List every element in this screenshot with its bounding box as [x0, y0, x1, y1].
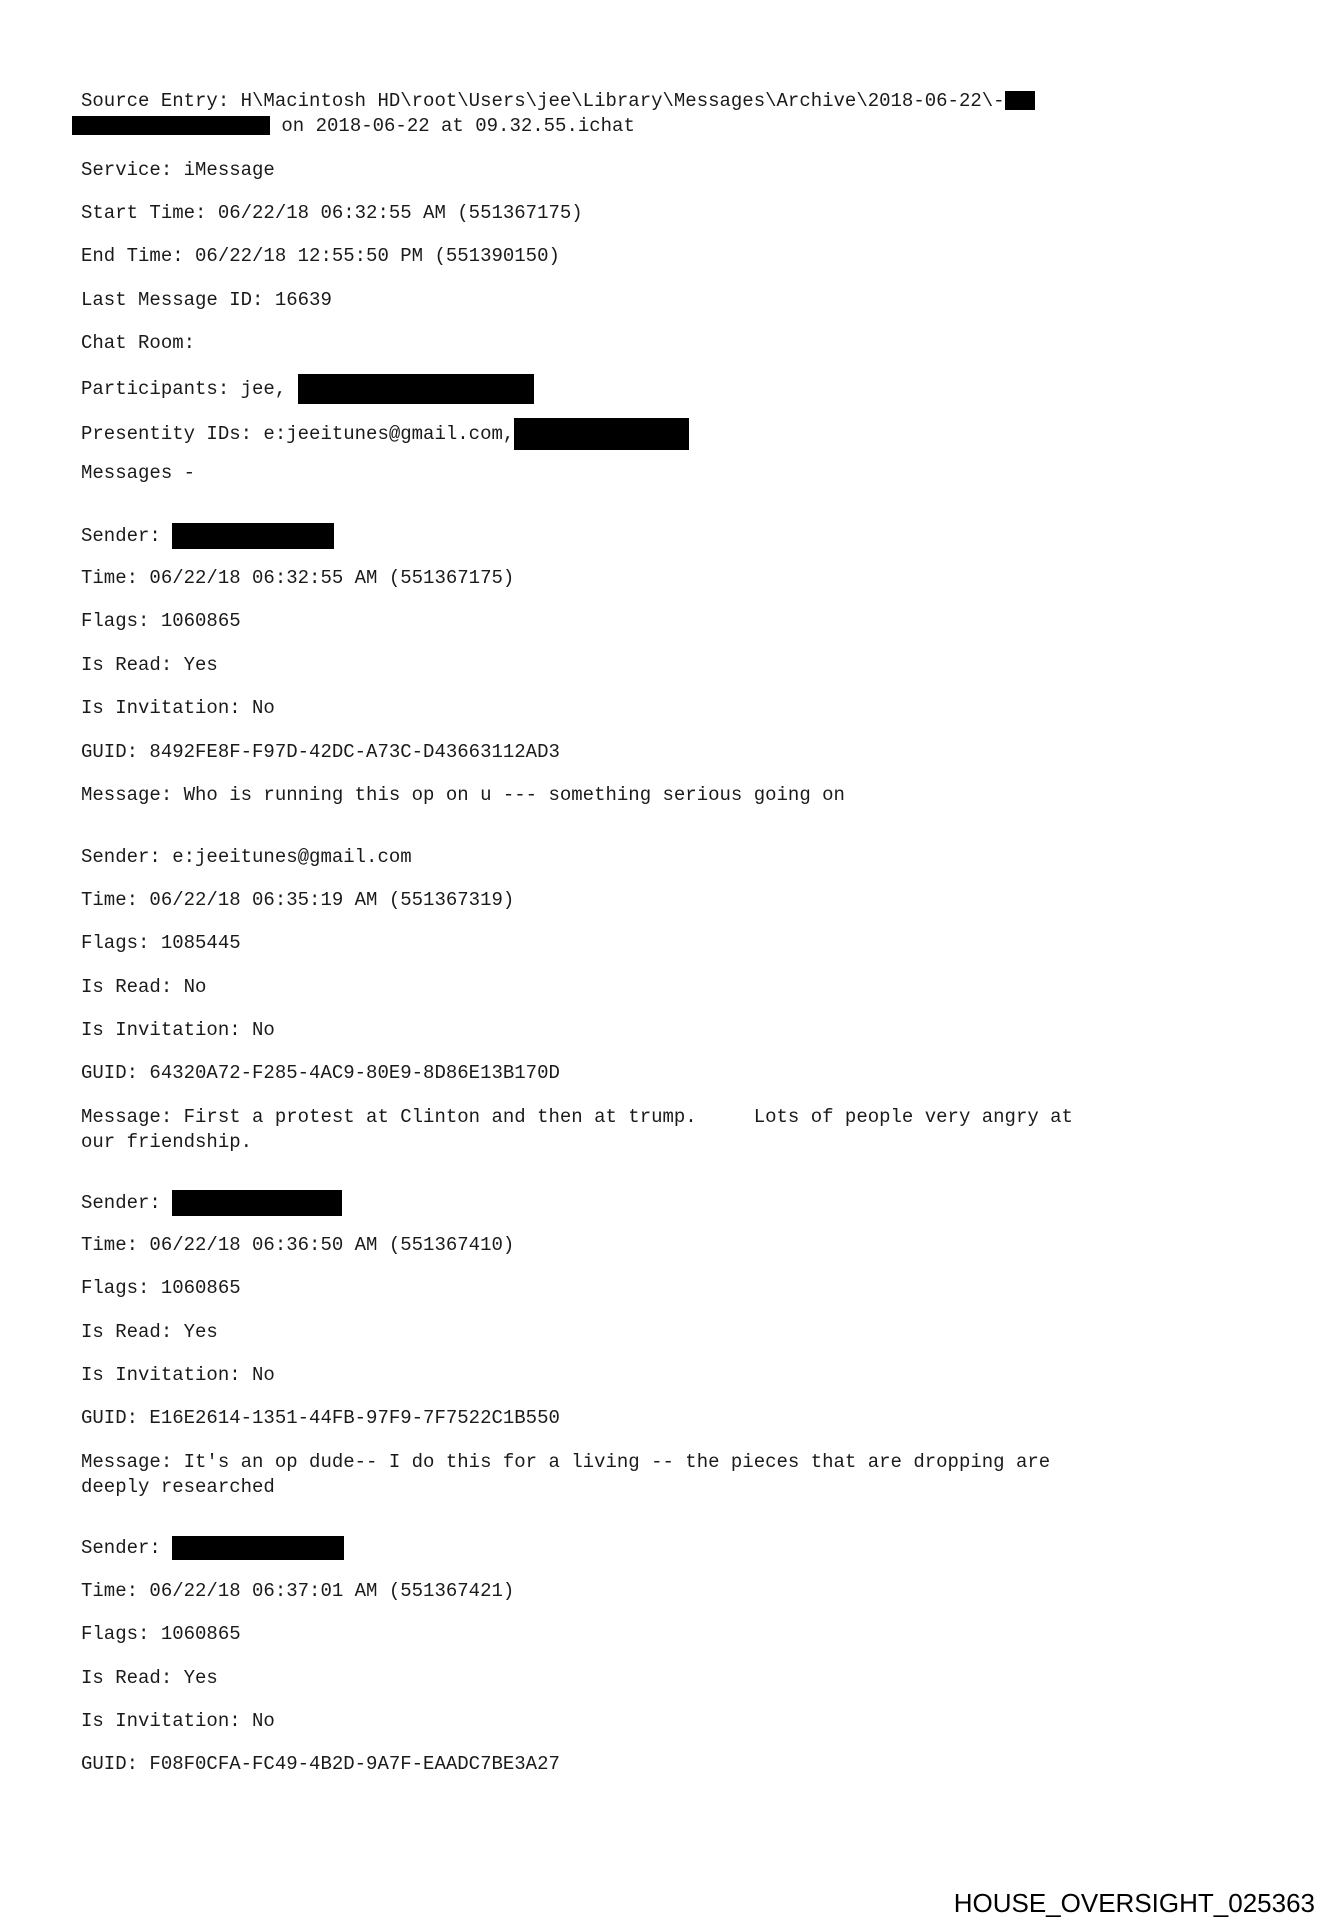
flags-line: Flags: 1060865 [81, 610, 241, 632]
is-read-line: Is Read: Yes [81, 1667, 218, 1689]
source-entry-line1 [81, 89, 1035, 113]
guid-line: GUID: E16E2614-1351-44FB-97F9-7F7522C1B550 [81, 1407, 560, 1429]
flags-line: Flags: 1085445 [81, 932, 241, 954]
is-read-line: Is Read: No [81, 976, 207, 998]
sender-line [81, 523, 334, 549]
is-invitation-line: Is Invitation: No [81, 1710, 275, 1732]
message-line: Message: First a protest at Clinton and then at trump. Lots of people very angry at [81, 1106, 1073, 1128]
redaction-box [172, 523, 334, 549]
time-line: Time: 06/22/18 06:32:55 AM (551367175) [81, 567, 515, 589]
is-read-line: Is Read: Yes [81, 1321, 218, 1343]
start-time-line: Start Time: 06/22/18 06:32:55 AM (551367175) [81, 202, 583, 224]
redaction-box [514, 418, 689, 450]
redaction-box [1005, 91, 1035, 110]
last-message-id-line: Last Message ID: 16639 [81, 289, 332, 311]
participants-line [81, 374, 534, 404]
redaction-box [172, 1536, 344, 1560]
guid-line: GUID: F08F0CFA-FC49-4B2D-9A7F-EAADC7BE3A27 [81, 1753, 560, 1775]
sender-label: Sender: [81, 1537, 161, 1560]
sender-line: Sender: e:jeeitunes@gmail.com [81, 846, 412, 868]
is-read-line: Is Read: Yes [81, 654, 218, 676]
chat-room-line: Chat Room: [81, 332, 196, 354]
flags-line: Flags: 1060865 [81, 1623, 241, 1645]
bates-number: HOUSE_OVERSIGHT_025363 [953, 1888, 1315, 1918]
flags-line: Flags: 1060865 [81, 1277, 241, 1299]
participants-text: Participants: jee, [81, 378, 287, 401]
source-entry-text-2: on 2018-06-22 at 09.32.55.ichat [270, 115, 635, 137]
source-entry-line2 [72, 114, 635, 138]
messages-label: Messages - [81, 462, 196, 484]
presentity-ids-line [81, 418, 689, 450]
redaction-box [298, 374, 534, 404]
source-entry-text: Source Entry: H\Macintosh HD\root\Users\jee\Library\Messages\Archive\2018-06-22\- [81, 90, 1005, 112]
message-line: Message: Who is running this op on u --- something serious going on [81, 784, 845, 806]
message-line: Message: It's an op dude-- I do this for a living -- the pieces that are dropping are [81, 1451, 1051, 1473]
service-line: Service: iMessage [81, 159, 275, 181]
sender-line [81, 1190, 342, 1216]
guid-line: GUID: 8492FE8F-F97D-42DC-A73C-D43663112AD3 [81, 741, 560, 763]
is-invitation-line: Is Invitation: No [81, 1019, 275, 1041]
time-line: Time: 06/22/18 06:37:01 AM (551367421) [81, 1580, 515, 1602]
presentity-ids-text: Presentity IDs: e:jeeitunes@gmail.com, [81, 423, 515, 446]
sender-label: Sender: [81, 1192, 161, 1215]
sender-line [81, 1536, 344, 1560]
guid-line: GUID: 64320A72-F285-4AC9-80E9-8D86E13B170D [81, 1062, 560, 1084]
is-invitation-line: Is Invitation: No [81, 1364, 275, 1386]
message-line-continued: deeply researched [81, 1476, 275, 1498]
time-line: Time: 06/22/18 06:36:50 AM (551367410) [81, 1234, 515, 1256]
is-invitation-line: Is Invitation: No [81, 697, 275, 719]
time-line: Time: 06/22/18 06:35:19 AM (551367319) [81, 889, 515, 911]
sender-label: Sender: [81, 525, 161, 548]
end-time-line: End Time: 06/22/18 12:55:50 PM (551390150) [81, 245, 560, 267]
message-line-continued: our friendship. [81, 1131, 253, 1153]
redaction-box [172, 1190, 342, 1216]
redaction-box [72, 116, 270, 135]
